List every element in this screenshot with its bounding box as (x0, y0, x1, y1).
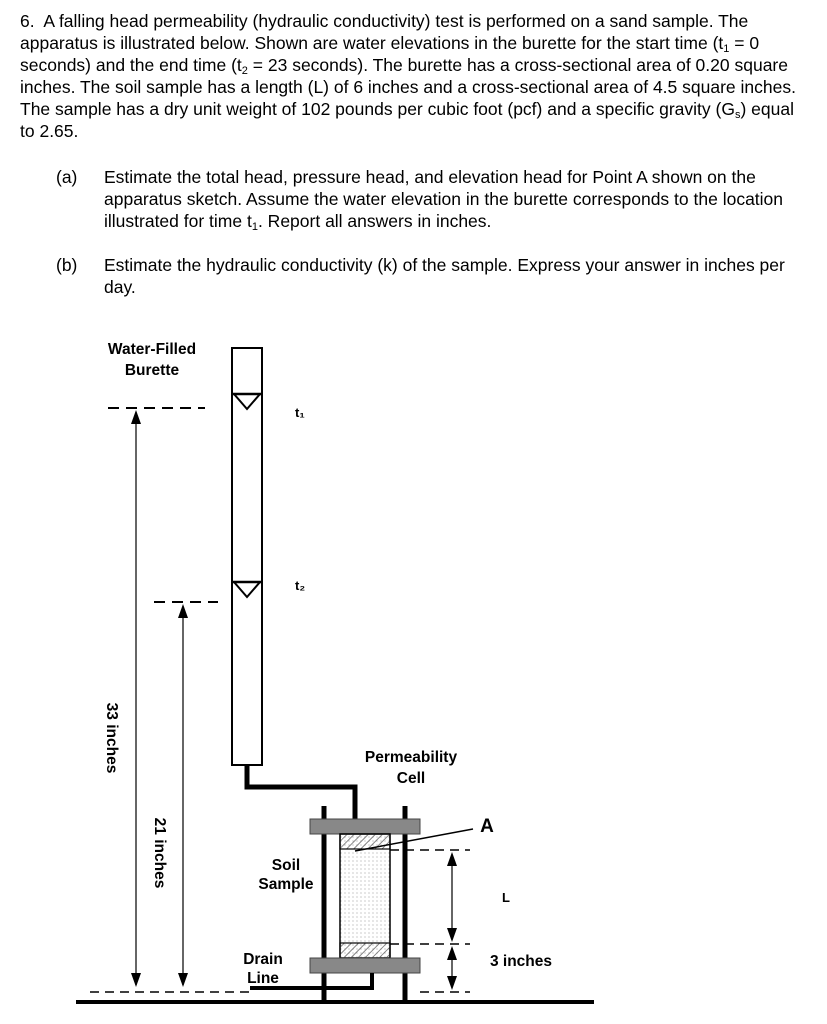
part-a-text: Estimate the total head, pressure head, and elevation head for Point A shown on the apparatus sketch. Assume the water elevation in the burette corresponds to the location illustrated for time $t_1$. Report all answers in inches. (104, 167, 784, 233)
part-a-label: (a) (56, 167, 78, 187)
point-a-label: A (480, 816, 494, 837)
t2-label: t₂ (295, 578, 306, 593)
dim-33-label: 33 inches (103, 702, 120, 774)
cell-top-plate (310, 819, 420, 834)
burette-label-2: Burette (124, 362, 180, 379)
cell-bottom-plate (310, 958, 420, 973)
soil-label-2: Sample (258, 876, 314, 893)
cell-label-1: Permeability (364, 749, 458, 766)
drain-label-2: Line (247, 970, 279, 987)
part-b-text: Estimate the hydraulic conductivity (k) of the sample. Express your answer in inches per day. (104, 255, 785, 297)
burette-tube (232, 348, 262, 765)
drain-label-1: Drain (243, 951, 283, 968)
cell-label-2: Cell (396, 770, 426, 787)
dim-21-label: 21 inches (151, 817, 168, 889)
soil-label-1: Soil (271, 857, 301, 874)
t1-label: t₁ (295, 405, 305, 420)
problem-statement: 6. A falling head permeability (hydraulic conductivity) test is performed on a sand sample. The apparatus is illustrated below. Shown are water elevations in the burette for the start time ($t_1 = 0$ seconds) and the end time ($t_2 = 23$ seconds). The burette has a cross-sectional area of 0.20 square inches. The soil sample has a length (L) of 6 inches and a cross-sectional area of 4.5 square inches. The sample has a dry unit weight of 102 pounds per cubic foot (pcf) and a specific gravity $(G_s)$ equal to 2.65. (20, 11, 796, 141)
burette-label-1: Water-Filled (107, 341, 197, 358)
soil-sample (340, 834, 390, 958)
length-label: L (502, 890, 510, 905)
dim-3-label: 3 inches (489, 953, 553, 970)
part-b-label: (b) (56, 255, 78, 275)
top-porous-stone (340, 834, 390, 849)
supply-pipe (247, 765, 355, 822)
bottom-porous-stone (340, 943, 390, 958)
problem-number: 6. (20, 11, 35, 31)
